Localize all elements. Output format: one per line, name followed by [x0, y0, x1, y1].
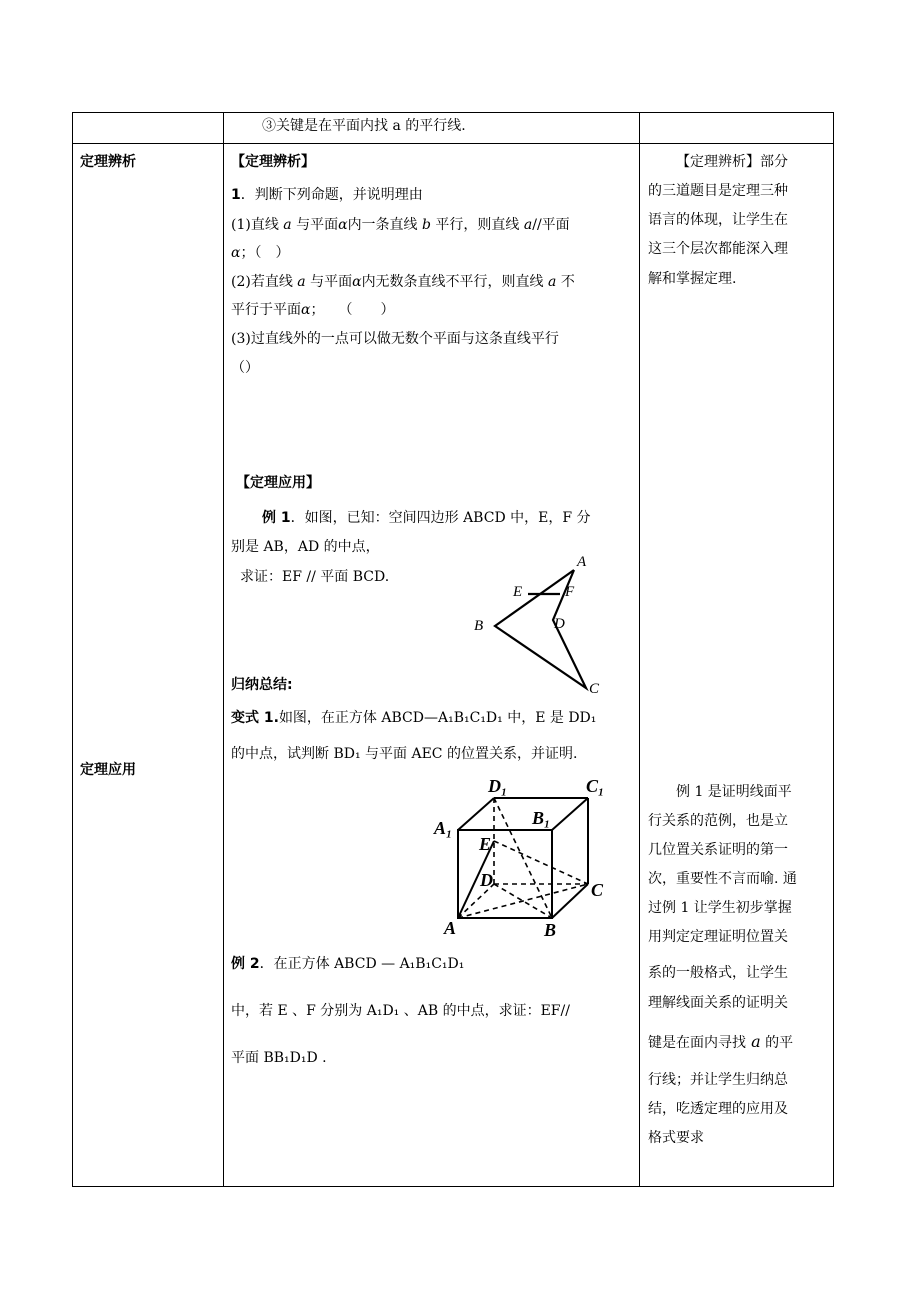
question-1: (1)直线 a 与平面α内一条直线 b 平行，则直线 a//平面: [231, 217, 570, 233]
right-app-line: 过例 1 让学生初步掌握: [648, 900, 792, 916]
label-C: C: [591, 880, 604, 900]
question-2-cont: 平行于平面α； （ ）: [231, 302, 395, 318]
label-A1: A₁: [434, 818, 453, 838]
label-A: A: [577, 554, 587, 570]
q2-part: ； （ ）: [310, 302, 395, 318]
label-E: E: [479, 834, 492, 854]
right-app-line: 结，吃透定理的应用及: [648, 1101, 788, 1117]
column-divider-2: [639, 112, 640, 1187]
edge-bottom-right: [552, 884, 588, 918]
left-label-analysis: 定理辨析: [80, 154, 136, 170]
q1-part: (1)直线: [231, 217, 284, 233]
example1-line1: [262, 509, 591, 527]
table-top-border: [72, 112, 834, 113]
q1-part: //平面: [532, 217, 570, 233]
summary-label: 归纳总结:: [231, 677, 293, 693]
figure-quadrilateral: [468, 548, 618, 696]
example2-label: 例 2: [231, 956, 260, 972]
right-app-text: 键是在面内寻找: [648, 1035, 746, 1051]
example2-line2: 中，若 E 、F 分别为 A₁D₁ 、AB 的中点，求证：EF//: [231, 1003, 570, 1019]
q1-part: 平行，则直线: [430, 217, 524, 233]
right-app-line: 行线；并让学生归纳总: [648, 1072, 788, 1088]
variant1-text: 如图，在正方体 ABCD—A₁B₁C₁D₁ 中，E 是 DD₁: [278, 710, 597, 726]
example2-line3: 平面 BB₁D₁D .: [231, 1050, 327, 1066]
diagonal-AC: [458, 884, 588, 918]
variant1-line2: 的中点，试判断 BD₁ 与平面 AEC 的位置关系，并证明.: [231, 746, 578, 762]
label-E: E: [513, 584, 523, 600]
right-app-text: 的平: [760, 1035, 794, 1051]
label-B: B: [544, 920, 557, 940]
q1-part: 与平面: [291, 217, 339, 233]
column-divider-1: [223, 112, 224, 1187]
label-C1: C₁: [586, 776, 605, 796]
edge-top-right: [552, 798, 588, 830]
line-EC: [494, 841, 588, 884]
right-app-line: 例 1 是证明线面平: [676, 784, 792, 800]
question-1-cont: α；（ ）: [231, 245, 290, 261]
right-app-line: 理解线面关系的证明关: [648, 995, 788, 1011]
label-F: F: [565, 584, 575, 600]
q2-part: 平行于平面: [231, 302, 301, 318]
label-A: A: [444, 918, 457, 938]
label-D: D: [554, 616, 565, 632]
example1-text: ．如图，已知：空间四边形 ABCD 中，E，F 分: [290, 510, 591, 526]
example2-line1: [231, 955, 464, 973]
q1-part: ；（ ）: [240, 245, 290, 261]
q2-part: (2)若直线: [231, 274, 298, 290]
table-bottom-border: [72, 1186, 834, 1187]
label-B1: B₁: [532, 808, 551, 828]
question-intro: [231, 186, 423, 204]
analysis-heading: 【定理辨析】: [231, 154, 315, 170]
label-D: D: [480, 870, 493, 890]
right-app-line: 格式要求: [648, 1130, 704, 1146]
table-left-border: [72, 112, 73, 1187]
example1-label: 例 1: [262, 510, 291, 526]
question-3-paren: （）: [231, 360, 259, 376]
question-2: (2)若直线 a 与平面α内无数条直线不平行，则直线 a 不: [231, 274, 575, 290]
row-divider: [72, 143, 834, 144]
row0-text: ③关键是在平面内找 a 的平行线.: [262, 118, 466, 134]
right-app-line: 行关系的范例，也是立: [648, 813, 788, 829]
right-analysis-line: 解和掌握定理.: [648, 271, 737, 287]
example1-line2: 别是 AB，AD 的中点，: [231, 539, 380, 555]
left-label-application: 定理应用: [80, 762, 136, 778]
right-analysis-line: 语言的体现，让学生在: [648, 212, 788, 228]
right-app-line: 系的一般格式，让学生: [648, 965, 788, 981]
q2-part: 不: [556, 274, 575, 290]
right-analysis-line: 的三道题目是定理三种: [648, 183, 788, 199]
right-app-line-9: 键是在面内寻找 a 的平: [648, 1032, 794, 1051]
label-C: C: [589, 681, 600, 696]
q1-part: 内一条直线: [347, 217, 423, 233]
variant1-label: 变式 1.: [231, 710, 279, 726]
question-intro-text: ．判断下列命题，并说明理由: [240, 187, 423, 203]
example2-text: ．在正方体 ABCD — A₁B₁C₁D₁: [259, 956, 465, 972]
figure-cube: [430, 772, 620, 940]
question-3: (3)过直线外的一点可以做无数个平面与这条直线平行: [231, 331, 559, 347]
question-number: 1: [231, 187, 241, 203]
right-analysis-line: 这三个层次都能深入理: [648, 241, 788, 257]
label-D1: D₁: [488, 776, 508, 796]
table-right-border: [833, 112, 834, 1187]
variant1-line1: [231, 709, 596, 727]
right-app-line: 几位置关系证明的第一: [648, 842, 788, 858]
example1-prove: 求证：EF // 平面 BCD.: [240, 569, 390, 585]
q2-part: 内无数条直线不平行，则直线: [361, 274, 549, 290]
q2-part: 与平面: [305, 274, 353, 290]
right-app-line: 次，重要性不言而喻. 通: [648, 871, 797, 887]
application-heading: 【定理应用】: [236, 475, 320, 491]
label-B: B: [474, 618, 484, 634]
edge-top-left: [458, 798, 494, 830]
right-app-line: 用判定定理证明位置关: [648, 929, 788, 945]
right-analysis-line: 【定理辨析】部分: [676, 154, 788, 170]
